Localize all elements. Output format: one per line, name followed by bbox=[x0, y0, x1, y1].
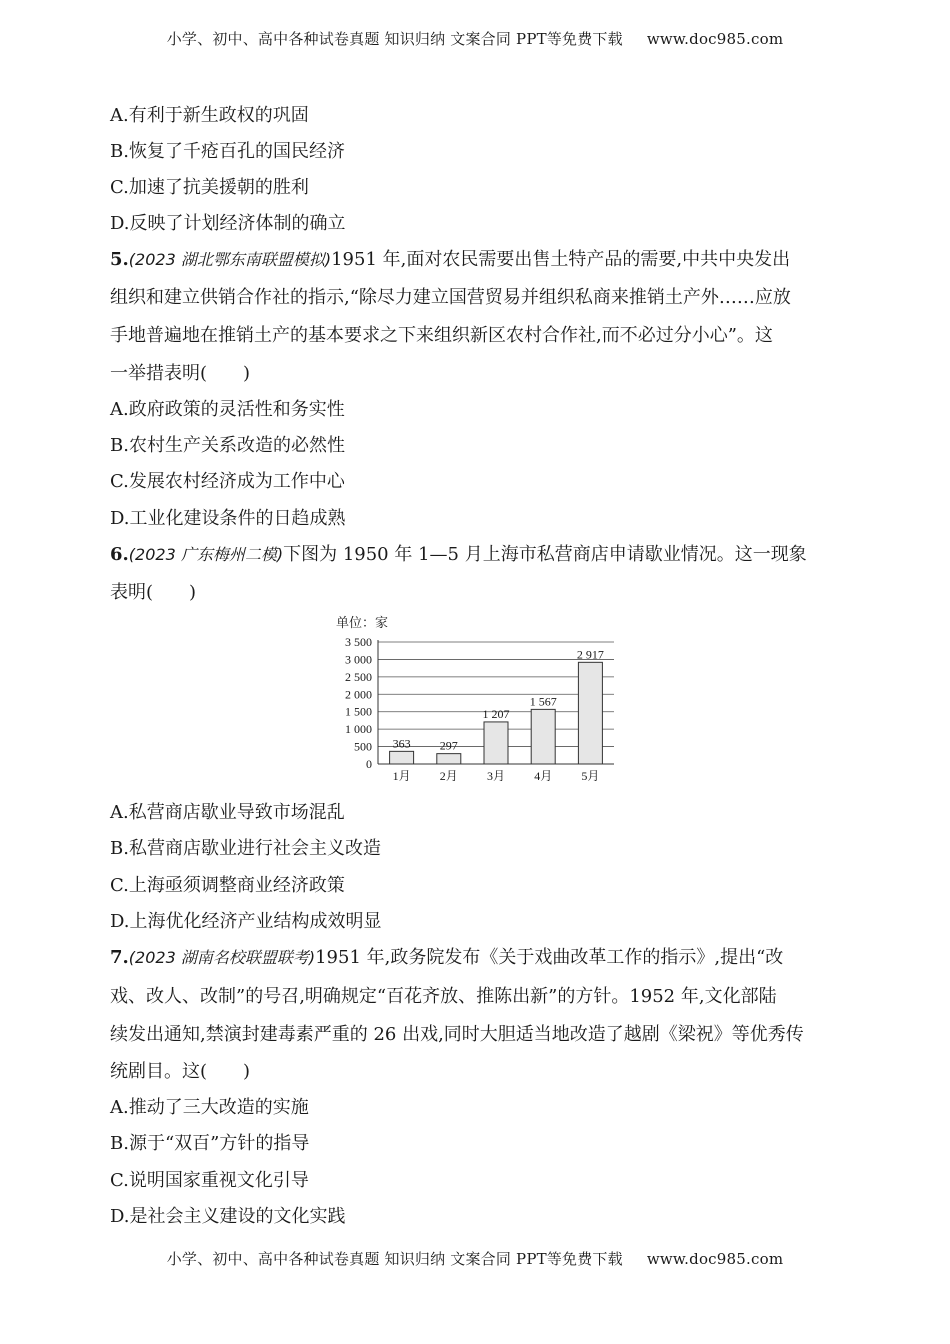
q6-option-c: C.上海亟须调整商业经济政策 bbox=[110, 875, 345, 896]
question-source: (2023 湖北鄂东南联盟模拟) bbox=[128, 250, 332, 269]
q5-text-1: 1951 年,面对农民需要出售土特产品的需要,中共中央发出 bbox=[331, 249, 791, 270]
chart-data-label: 297 bbox=[439, 738, 458, 753]
q5-text-4b: ) bbox=[243, 363, 251, 384]
q7-text-4a: 统剧目。这( bbox=[110, 1061, 208, 1082]
chart-bar bbox=[390, 751, 414, 764]
question-number: 5. bbox=[110, 249, 129, 270]
page-header bbox=[0, 28, 950, 49]
chart-y-tick-label: 1 500 bbox=[345, 704, 372, 719]
chart-y-tick-label: 3 000 bbox=[345, 652, 372, 667]
question-number: 7. bbox=[110, 947, 129, 968]
q7-option-b: B.源于“双百”方针的指导 bbox=[110, 1133, 310, 1154]
question-number: 6. bbox=[110, 544, 129, 565]
q5-stem-line1 bbox=[110, 248, 845, 272]
chart-y-tick-label: 2 500 bbox=[345, 669, 372, 684]
q7-text-1: 1951 年,政务院发布《关于戏曲改革工作的指示》,提出“改 bbox=[315, 947, 784, 968]
q6-option-d: D.上海优化经济产业结构成效明显 bbox=[110, 911, 382, 932]
chart-y-tick-label: 2 000 bbox=[345, 687, 372, 702]
footer-text: 小学、初中、高中各种试卷真题 知识归纳 文案合同 PPT等免费下载 bbox=[166, 1250, 623, 1268]
q4-option-c: C.加速了抗美援朝的胜利 bbox=[110, 177, 309, 198]
chart-bar bbox=[484, 722, 508, 764]
q4-option-b: B.恢复了千疮百孔的国民经济 bbox=[110, 141, 345, 162]
q7-stem-line3: 续发出通知,禁演封建毒素严重的 26 出戏,同时大胆适当地改造了越剧《梁祝》等优秀传 bbox=[110, 1024, 804, 1045]
q4-option-d: D.反映了计划经济体制的确立 bbox=[110, 213, 346, 234]
q7-option-a: A.推动了三大改造的实施 bbox=[110, 1097, 309, 1118]
footer-url[interactable]: www.doc985.com bbox=[646, 1250, 784, 1268]
chart-data-label: 363 bbox=[392, 736, 411, 751]
chart-y-tick-label: 500 bbox=[354, 739, 372, 754]
q5-text-4a: 一举措表明( bbox=[110, 363, 208, 384]
q6-option-b: B.私营商店歇业进行社会主义改造 bbox=[110, 838, 381, 859]
chart-data-label: 1 567 bbox=[529, 694, 557, 709]
q5-stem-line2: 组织和建立供销合作社的指示,“除尽力建立国营贸易并组织私商来推销土产外……应放 bbox=[110, 287, 791, 308]
q5-stem-line4 bbox=[110, 362, 845, 386]
chart-bar bbox=[531, 709, 555, 764]
chart-unit-label: 单位：家 bbox=[336, 615, 389, 630]
q6-text-2a: 表明( bbox=[110, 582, 154, 603]
q7-option-d: D.是社会主义建设的文化实践 bbox=[110, 1206, 346, 1227]
chart-y-tick-label: 1 000 bbox=[345, 722, 372, 737]
chart-data-label: 2 917 bbox=[576, 647, 604, 662]
chart-x-tick-label: 3月 bbox=[486, 769, 506, 783]
q5-option-b: B.农村生产关系改造的必然性 bbox=[110, 435, 345, 456]
chart-x-tick-label: 1月 bbox=[392, 769, 411, 783]
chart-x-tick-label: 4月 bbox=[534, 769, 553, 783]
chart-bar bbox=[437, 754, 461, 764]
q7-option-c: C.说明国家重视文化引导 bbox=[110, 1170, 309, 1191]
q4-option-a: A.有利于新生政权的巩固 bbox=[110, 105, 309, 126]
bar-chart bbox=[330, 610, 620, 790]
q7-stem-line2: 戏、改人、改制”的号召,明确规定“百花齐放、推陈出新”的方针。1952 年,文化部陆 bbox=[110, 986, 777, 1007]
q7-text-4b: ) bbox=[243, 1061, 251, 1082]
page-footer bbox=[0, 1248, 950, 1269]
q6-text-2b: ) bbox=[189, 582, 197, 603]
q6-stem-line1 bbox=[110, 543, 845, 567]
question-source: (2023 湖南名校联盟联考) bbox=[128, 948, 316, 967]
question-source: (2023 广东梅州二模) bbox=[128, 545, 284, 564]
q5-stem-line3: 手地普遍地在推销土产的基本要求之下来组织新区农村合作社,而不必过分小心”。这 bbox=[110, 325, 773, 346]
chart-y-tick-label: 3 500 bbox=[345, 635, 372, 649]
header-text: 小学、初中、高中各种试卷真题 知识归纳 文案合同 PPT等免费下载 bbox=[166, 30, 623, 48]
q5-option-c: C.发展农村经济成为工作中心 bbox=[110, 471, 345, 492]
chart-y-tick-label: 0 bbox=[366, 757, 372, 771]
q6-stem-line2 bbox=[110, 581, 845, 605]
q6-option-a: A.私营商店歇业导致市场混乱 bbox=[110, 802, 345, 823]
chart-x-tick-label: 2月 bbox=[439, 769, 458, 783]
q6-text-1: 下图为 1950 年 1—5 月上海市私营商店申请歇业情况。这一现象 bbox=[283, 544, 807, 565]
q7-stem-line1 bbox=[110, 946, 845, 970]
q7-stem-line4 bbox=[110, 1060, 845, 1084]
chart-x-tick-label: 5月 bbox=[581, 769, 600, 783]
chart-data-label: 1 207 bbox=[482, 706, 510, 721]
q5-option-d: D.工业化建设条件的日趋成熟 bbox=[110, 508, 346, 529]
chart-bar bbox=[578, 662, 602, 764]
header-url[interactable]: www.doc985.com bbox=[646, 30, 784, 48]
q5-option-a: A.政府政策的灵活性和务实性 bbox=[110, 399, 345, 420]
